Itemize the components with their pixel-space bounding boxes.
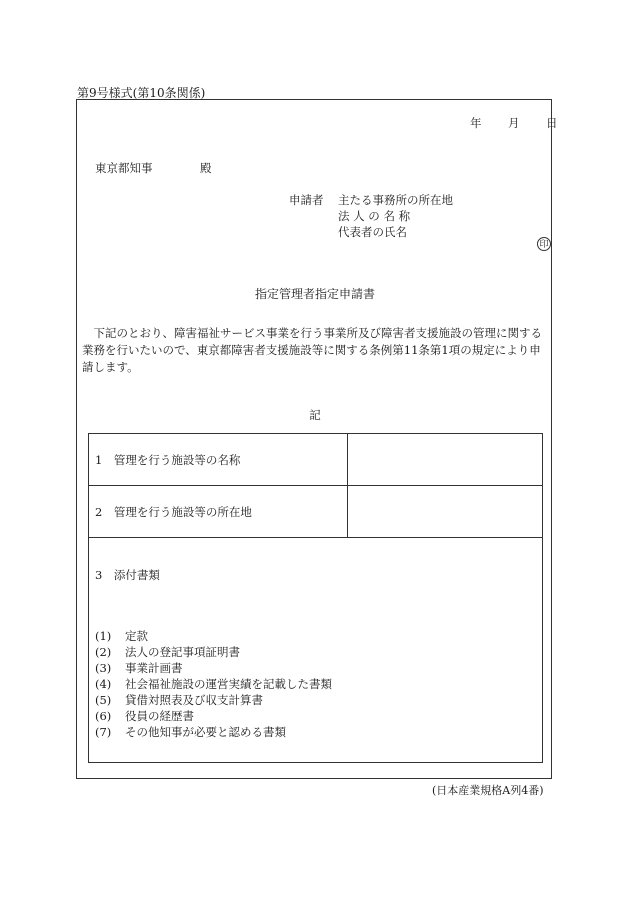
cell-divider [347, 486, 348, 537]
list-item-text: 法人の登記事項証明書 [125, 645, 240, 659]
list-item [95, 676, 332, 692]
applicant-representative-name: 代表者の氏名 [338, 225, 407, 239]
paper-size-note: (日本産業規格A列4番) [432, 784, 544, 797]
honorific: 殿 [200, 161, 212, 175]
addressee: 東京都知事 [95, 161, 153, 175]
list-item-number: (4) [95, 677, 112, 691]
list-item-number: (7) [95, 725, 112, 739]
list-item [95, 708, 194, 724]
list-item [95, 628, 148, 644]
list-item-number: (5) [95, 693, 112, 707]
applicant-office-address: 主たる事務所の所在地 [338, 193, 453, 207]
list-item-text: 社会福祉施設の運営実績を記載した書類 [125, 677, 332, 691]
list-item [95, 692, 263, 708]
ki-heading: 記 [309, 408, 321, 422]
date-day: 日 [546, 116, 558, 130]
date-year: 年 [470, 116, 482, 130]
body-text: 下記のとおり、障害福祉サービス事業を行う事業所及び障害者支援施設の管理に関する業務を行いたいので、東京都障害者支援施設等に関する条例第11条第1項の規定により申請します。 [82, 326, 542, 374]
applicant-corporation-name: 法 人 の 名 称 [338, 209, 411, 223]
form-number: 第9号様式(第10条関係) [77, 86, 206, 100]
table-row [89, 486, 542, 538]
list-item [95, 724, 286, 740]
document-title: 指定管理者指定申請書 [254, 287, 375, 301]
date-line [470, 115, 558, 131]
list-item-text: 事業計画書 [125, 661, 183, 675]
date-month: 月 [508, 116, 520, 130]
list-item-number: (6) [95, 709, 112, 723]
list-item [95, 644, 240, 660]
list-item-text: 貸借対照表及び収支計算書 [125, 693, 263, 707]
list-item-text: 役員の経歴書 [125, 709, 194, 723]
list-item [95, 660, 183, 676]
list-item-number: (3) [95, 661, 112, 675]
list-item-number: (1) [95, 629, 112, 643]
item-label: 2 管理を行う施設等の所在地 [95, 505, 252, 519]
attachments-label: 3 添付書類 [95, 568, 160, 582]
list-item-text: その他知事が必要と認める書類 [125, 725, 286, 739]
table-row [89, 434, 542, 486]
cell-divider [347, 434, 348, 485]
list-item-text: 定款 [125, 629, 148, 643]
applicant-label: 申請者 [289, 193, 324, 207]
item-label: 1 管理を行う施設等の名称 [95, 453, 241, 467]
seal-mark: 印 [537, 237, 551, 251]
list-item-number: (2) [95, 645, 112, 659]
